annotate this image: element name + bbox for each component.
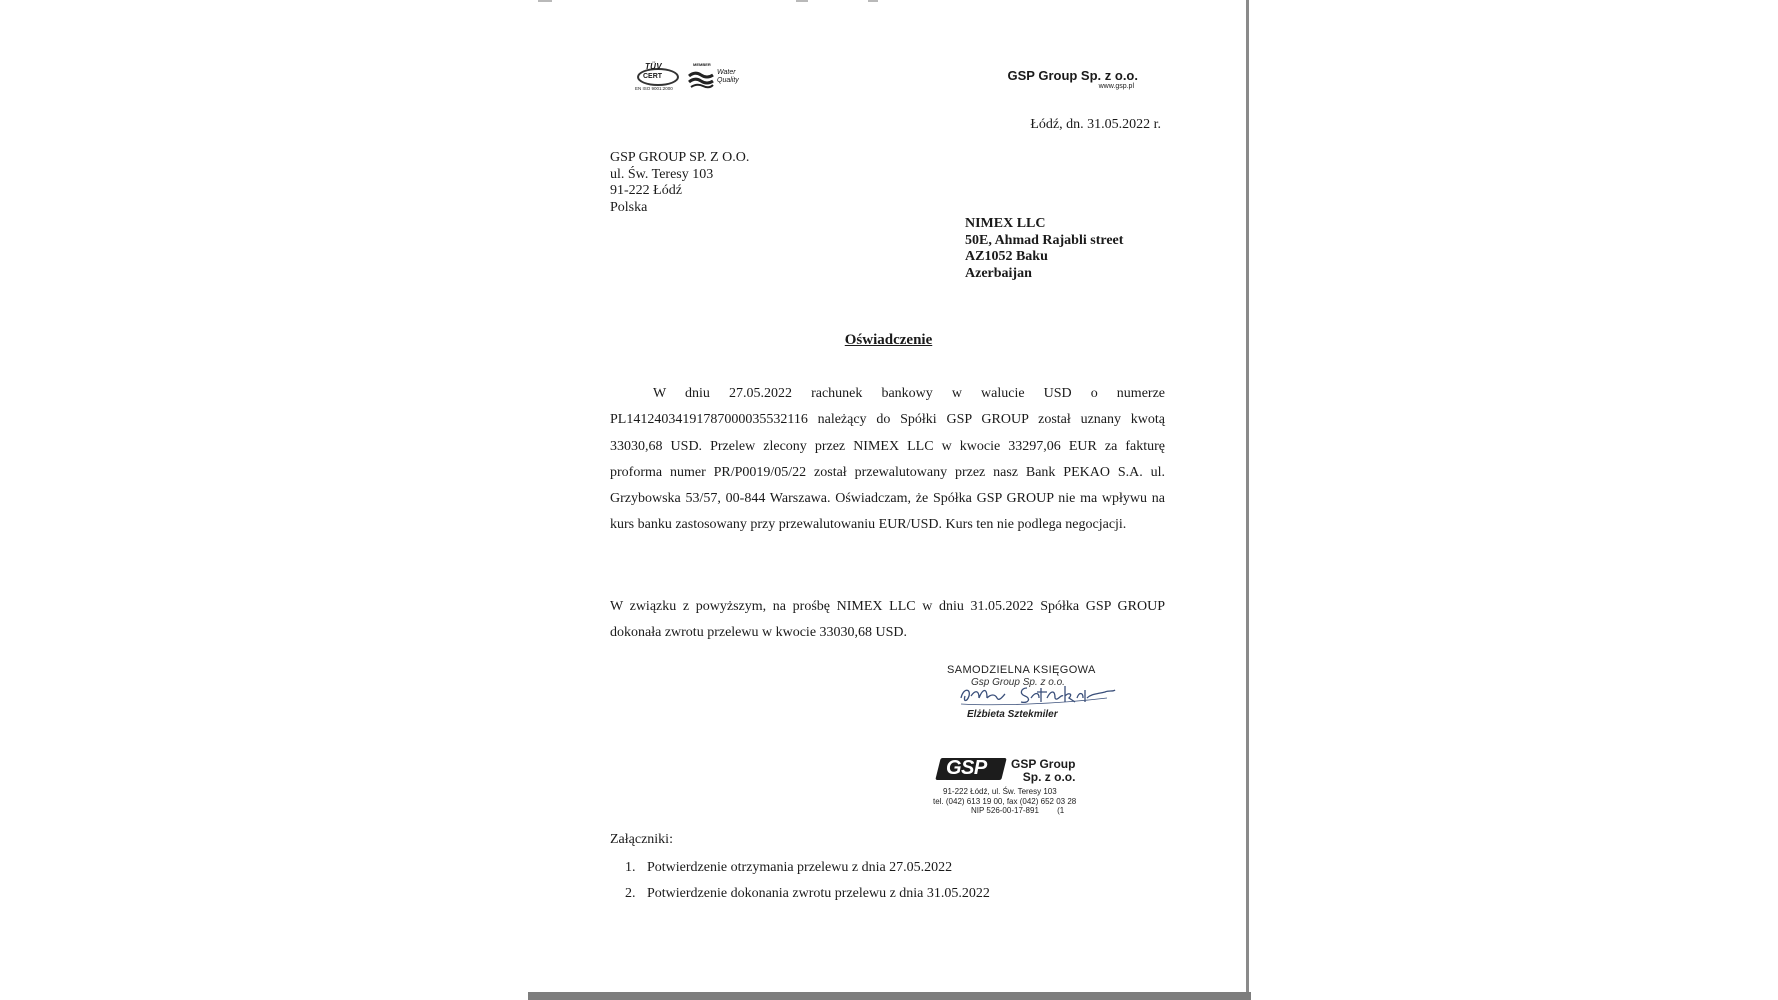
company-stamp <box>933 756 1103 818</box>
recipient-country: Azerbaijan <box>965 265 1032 281</box>
stamp-nip: NIP 526-00-17-891 <box>971 806 1039 815</box>
stamp-company-details <box>933 787 1103 816</box>
place-date: Łódź, dn. 31.05.2022 r. <box>1030 117 1161 132</box>
body-paragraph-2: W związku z powyższym, na prośbę NIMEX LLC w dniu 31.05.2022 Spółka GSP GROUP dokonała zwrotu przelewu w kwocie 33030,68 USD. <box>610 599 1165 641</box>
sender-country: Polska <box>610 199 648 215</box>
body-paragraph-1: W dniu 27.05.2022 rachunek bankowy w walucie USD o numerze PL14124034191787000035532116 należący do Spółki GSP GROUP został uznany kwotą 33030,68 USD. Przelew zlecony przez NIMEX LLC w kwocie 33297,06 EUR za fakturę proforma numer PR/P0019/05/22 został przewalutowany przez nasz Bank PEKAO S.A. ul. Grzybowska 53/57, 00-844 Warszawa. Oświadczam, że Spółka GSP GROUP nie ma wpływu na kurs banku zastosowany przy przewalutowaniu EUR/USD. Kurs ten nie podlega negocjacji. <box>610 386 1165 533</box>
sender-city: 91-222 Łódź <box>610 183 682 198</box>
stamp-nip-suffix: (1 <box>1057 806 1065 815</box>
company-header <box>998 68 1138 90</box>
gsp-logo-text: GSP <box>946 757 987 779</box>
stamp-nip-line <box>933 806 1103 816</box>
page-bottom-edge <box>528 992 1251 1000</box>
handwritten-signature <box>957 680 1117 710</box>
recipient-city: AZ1052 Baku <box>965 249 1048 264</box>
iso-label: EN ISO 9001:2000 <box>635 86 673 91</box>
attachment-item <box>625 881 990 907</box>
company-name: GSP Group Sp. z o.o. <box>1007 68 1138 83</box>
tuv-cert-logo <box>635 64 679 92</box>
sender-name: GSP GROUP SP. Z O.O. <box>610 150 750 165</box>
stamp-company-name-line2: Sp. z o.o. <box>1022 770 1076 784</box>
wq-text <box>717 69 739 85</box>
stamp-phone: tel. (042) 613 19 00, fax (042) 652 03 28 <box>933 796 1077 806</box>
water-waves-icon <box>687 71 715 89</box>
accountant-stamp <box>947 664 1117 724</box>
wq-member-label: MEMBER <box>693 62 711 67</box>
recipient-name: NIMEX LLC <box>965 216 1046 231</box>
document-title <box>528 332 1249 349</box>
wq-text-line2: Quality <box>717 77 739 84</box>
stamp-address: 91-222 Łódź, ul. Św. Teresy 103 <box>943 787 1057 796</box>
sender-street: ul. Św. Teresy 103 <box>610 166 714 182</box>
letter-page <box>528 0 1249 992</box>
stamp-person-name: Elżbieta Sztekmiler <box>967 709 1058 720</box>
tuv-label: TÜV <box>645 62 662 71</box>
document-title-text: Oświadczenie <box>844 332 933 348</box>
cert-label: CERT <box>643 73 663 80</box>
attachment-text: Potwierdzenie otrzymania przelewu z dnia 27.05.2022 <box>647 860 953 875</box>
company-website: www.gsp.pl <box>1098 83 1134 90</box>
wq-text-line1: Water <box>717 69 736 76</box>
sender-address <box>610 150 749 216</box>
stamp-role-title: SAMODZIELNA KSIĘGOWA <box>947 664 1096 676</box>
certification-logos <box>635 64 750 94</box>
attachment-number: 2. <box>625 886 636 901</box>
stamp-company-name <box>1011 758 1075 784</box>
scan-artifacts <box>538 0 878 3</box>
stamp-company-name-line1: GSP Group <box>1011 757 1076 771</box>
attachment-text: Potwierdzenie dokonania zwrotu przelewu z dnia 31.05.2022 <box>647 886 990 901</box>
attachment-item <box>625 855 990 881</box>
recipient-address <box>965 216 1123 282</box>
stamp-company-sub: Gsp Group Sp. z o.o. <box>971 677 1065 688</box>
gsp-logo <box>938 756 1008 782</box>
water-quality-logo <box>687 64 749 92</box>
attachments-list <box>625 855 990 907</box>
attachment-number: 1. <box>625 860 636 875</box>
attachments-label: Załączniki: <box>610 832 673 847</box>
recipient-street: 50E, Ahmad Rajabli street <box>965 232 1124 248</box>
